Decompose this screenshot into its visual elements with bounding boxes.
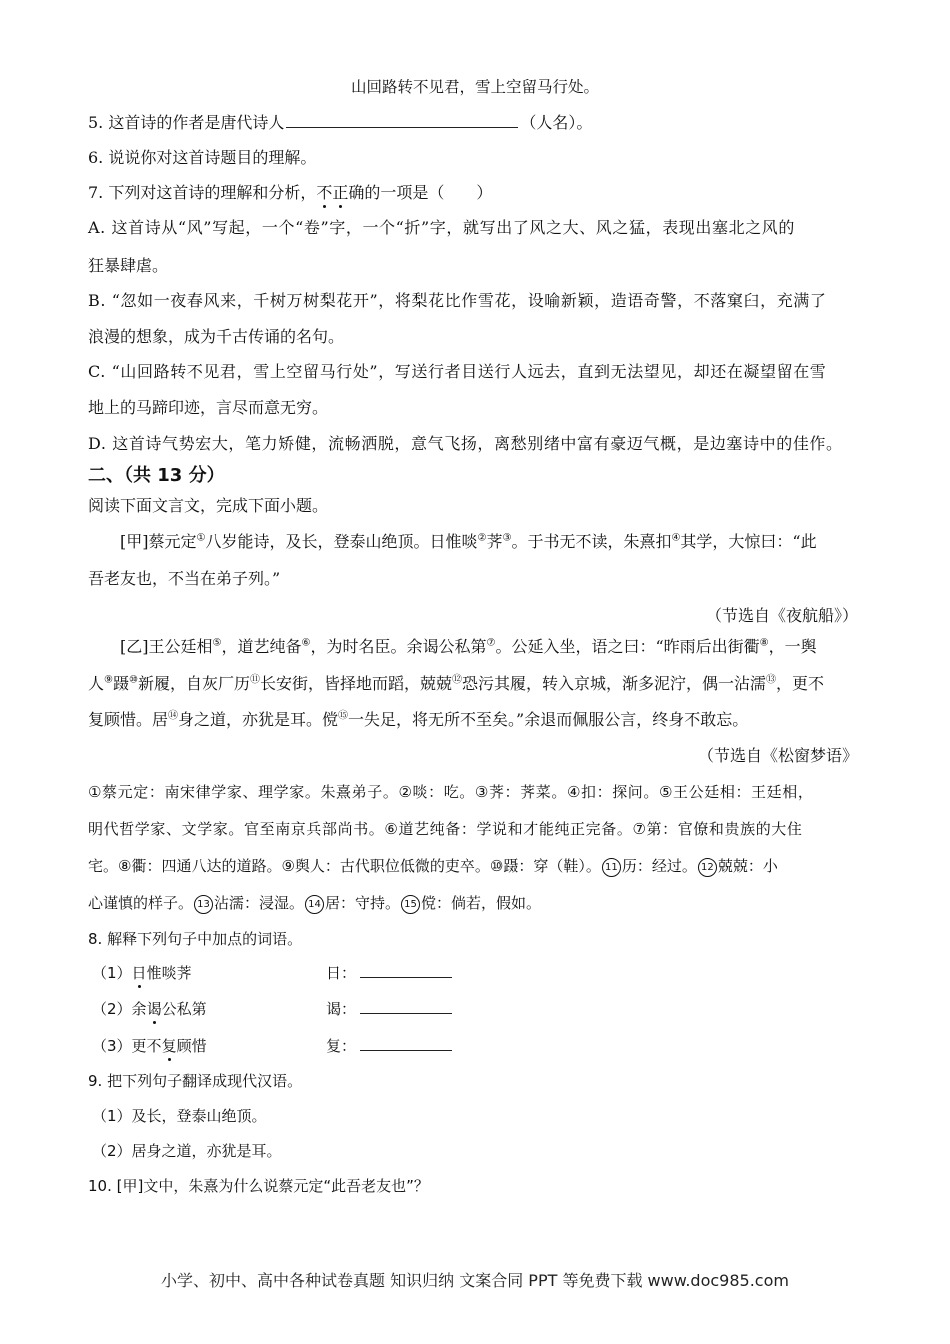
- footnote-ref: ⑦: [486, 637, 496, 649]
- question-10: 10. [甲]文中，朱熹为什么说蔡元定“此吾老友也”？: [88, 1177, 429, 1195]
- answer-label: 复：: [326, 1037, 357, 1055]
- passage-text: ，道艺纯备: [221, 637, 302, 656]
- item-text: 更不: [131, 1037, 162, 1055]
- footnote-ref: ⑥: [301, 637, 311, 649]
- passage-text: 恐污其履，转入京城，渐多泥泞，偶一沾濡: [462, 674, 767, 693]
- item-text: 顾惜: [176, 1037, 207, 1055]
- passage-jia-line-1: [120, 532, 817, 552]
- passage-text: 其学，大惊曰：“此: [680, 532, 817, 551]
- answer-blank: [360, 963, 452, 978]
- question-5-suffix: （人名）。: [520, 113, 593, 132]
- annotation-text: 历：经过。: [621, 857, 697, 875]
- annotation-text: 居：守持。: [325, 894, 401, 912]
- section-heading: 二、（共 13 分）: [88, 465, 225, 486]
- passage-text: 复顾惜。居: [88, 710, 169, 729]
- passage-text: 八岁能诗，及长，登泰山绝顶。日惟啖: [205, 532, 478, 551]
- option-b-line-1: B. “忽如一夜春风来，千树万树梨花开”，将梨花比作雪花，设喻新颖，造语奇警，不落窠臼，充满了: [88, 291, 827, 310]
- answer-label: 谒：: [326, 1000, 357, 1018]
- question-5: [88, 113, 592, 133]
- footnote-ref: ⑨: [104, 674, 113, 686]
- annotation-text: 傥：倘若，假如。: [421, 894, 542, 912]
- annotation-line-1: ①蔡元定：南宋律学家、理学家。朱熹弟子。②啖：吃。③荠：荠菜。④扣：探问。⑤王公廷相：王廷相，: [88, 783, 814, 801]
- footnote-ref: ①: [196, 532, 206, 544]
- passage-text: 身之道，亦犹是耳。傥: [178, 710, 339, 729]
- question-6: 6. 说说你对这首诗题目的理解。: [88, 148, 317, 167]
- reading-instruction: 阅读下面文言文，完成下面小题。: [88, 496, 329, 515]
- footnote-ref: ⑬: [766, 674, 777, 686]
- emphasis-char: 日: [131, 964, 147, 982]
- item-number: （1）: [92, 964, 132, 982]
- answer-blank: [360, 999, 452, 1014]
- footnote-ref: ③: [502, 532, 512, 544]
- passage-text: 。公延入坐，语之曰：“昨雨后出街衢: [495, 637, 760, 656]
- question-8-item-2: [92, 999, 432, 1019]
- passage-yi-source: （节选自《松窗梦语》: [697, 746, 858, 765]
- passage-text: 新履，自灰厂历: [137, 674, 250, 693]
- annotation-line-4: [88, 893, 541, 914]
- passage-yi-line-1: [120, 637, 817, 657]
- annotation-text: 兢兢：小: [717, 857, 778, 875]
- passage-text: ，一舆: [768, 637, 817, 656]
- question-7-suffix: 的一项是（ ）: [364, 183, 493, 202]
- circled-number: 15: [401, 895, 420, 914]
- annotation-line-3: [88, 856, 778, 877]
- circled-number: 12: [698, 858, 717, 877]
- passage-text: ，更不: [776, 674, 825, 693]
- question-9-item-1: （1）及长，登泰山绝顶。: [92, 1107, 267, 1125]
- question-7: [88, 183, 492, 203]
- footnote-ref: ⑪: [249, 674, 260, 686]
- option-b-line-2: 浪漫的想象，成为千古传诵的名句。: [88, 327, 345, 346]
- poem-last-line: 山回路转不见君，雪上空留马行处。: [350, 78, 599, 96]
- option-c-line-1: C. “山回路转不见君，雪上空留马行处”，写送行者目送行人远去，直到无法望见，却还在凝望留在雪: [88, 362, 827, 381]
- passage-text: 一失足，将无所不至矣。”余退而佩服公言，终身不敢忘。: [348, 710, 749, 729]
- passage-text: [乙]王公廷相: [120, 637, 213, 656]
- item-number: （2）: [92, 1000, 132, 1018]
- emphasis-char: 确: [348, 183, 365, 202]
- footnote-ref: ⑫: [452, 674, 462, 686]
- passage-text: [甲]蔡元定: [120, 532, 197, 551]
- option-a-line-2: 狂暴肆虐。: [88, 256, 169, 275]
- annotation-text: 心谨慎的样子。: [88, 894, 194, 912]
- emphasis-char: 正: [332, 183, 349, 202]
- emphasis-char: 不: [316, 183, 333, 202]
- footnote-ref: ⑩: [129, 674, 138, 686]
- item-text: 公私第: [161, 1000, 207, 1018]
- passage-text: 人: [88, 674, 105, 693]
- passage-jia-line-2: 吾老友也，不当在弟子列。”: [88, 569, 281, 588]
- option-a-line-1: A. 这首诗从“风”写起，一个“卷”字，一个“折”字，就写出了风之大、风之猛，表现出塞北之风的: [88, 218, 796, 237]
- circled-number: 11: [602, 858, 621, 877]
- passage-text: 。于书无不读，朱熹扣: [511, 532, 672, 551]
- annotation-text: 宅。⑧衢：四通八达的道路。⑨舆人：古代职位低微的吏卒。⑩蹑：穿（鞋）。: [88, 857, 601, 875]
- item-number: （3）: [92, 1037, 132, 1055]
- question-8-item-3: [92, 1036, 432, 1056]
- item-text: 余: [131, 1000, 147, 1018]
- annotation-text: 沾濡：浸湿。: [214, 894, 305, 912]
- option-c-line-2: 地上的马蹄印迹，言尽而意无穷。: [88, 398, 329, 417]
- question-9-item-2: （2）居身之道，亦犹是耳。: [92, 1142, 282, 1160]
- passage-text: ，为时名臣。余谒公私第: [310, 637, 487, 656]
- footnote-ref: ⑤: [212, 637, 222, 649]
- emphasis-char: 谒: [146, 1000, 162, 1018]
- passage-text: 长安街，皆择地而蹈，兢兢: [259, 674, 452, 693]
- question-5-text: 5. 这首诗的作者是唐代诗人: [88, 113, 285, 132]
- page-footer: 小学、初中、高中各种试卷真题 知识归纳 文案合同 PPT 等免费下载 www.doc985.com: [161, 1271, 789, 1290]
- passage-yi-line-2: [88, 674, 824, 694]
- passage-jia-source: （节选自《夜航船》）: [705, 606, 858, 625]
- item-text: 惟啖荠: [146, 964, 192, 982]
- footnote-ref: ⑭: [168, 710, 179, 722]
- circled-number: 14: [305, 895, 324, 914]
- passage-text: 蹑: [112, 674, 129, 693]
- question-8: 8. 解释下列句子中加点的词语。: [88, 930, 303, 948]
- answer-blank: [286, 113, 518, 128]
- answer-blank: [360, 1036, 452, 1051]
- answer-label: 日：: [326, 964, 357, 982]
- emphasis-char: 复: [161, 1037, 177, 1055]
- passage-text: 荠: [486, 532, 503, 551]
- footnote-ref: ⑧: [759, 637, 769, 649]
- question-9: 9. 把下列句子翻译成现代汉语。: [88, 1072, 303, 1090]
- annotation-line-2: 明代哲学家、文学家。官至南京兵部尚书。⑥道艺纯备：学说和才能纯正完备。⑦第：官僚和贵族的大住: [88, 820, 803, 838]
- footnote-ref: ④: [671, 532, 681, 544]
- passage-yi-line-3: [88, 710, 748, 730]
- footnote-ref: ⑮: [338, 710, 349, 722]
- question-7-text: 7. 下列对这首诗的理解和分析，: [88, 183, 317, 202]
- footnote-ref: ②: [477, 532, 487, 544]
- option-d: D. 这首诗气势宏大，笔力矫健，流畅洒脱，意气飞扬，离愁别绪中富有豪迈气概，是边塞诗中的佳作。: [88, 434, 843, 453]
- question-8-item-1: [92, 963, 432, 983]
- circled-number: 13: [194, 895, 213, 914]
